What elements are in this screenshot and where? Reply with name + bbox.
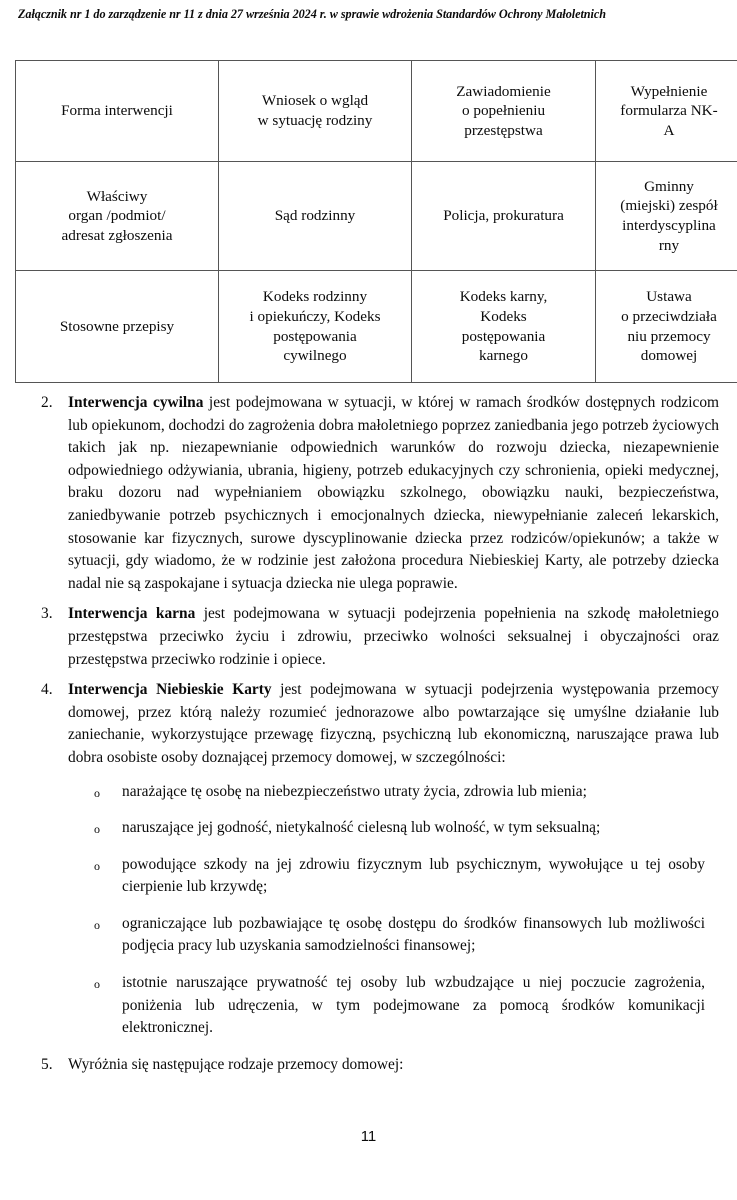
table-header-cell-forma [16,61,219,162]
page-number: 11 [360,1128,377,1145]
table-cell-policja [412,162,596,271]
cell-line: o popełnieniu [461,102,546,120]
circle-bullet-icon: o [94,822,100,837]
table-header-cell-wypelnienie [596,61,737,162]
list-item-lead: Interwencja Niebieskie Karty [68,681,272,699]
sub-list-item [68,913,719,958]
cell-line: Sąd rodzinny [274,207,356,225]
table-header-cell-wniosek [219,61,412,162]
list-item-2 [0,392,737,595]
list-item-4 [0,679,737,1040]
cell-line: o przeciwdziała [621,307,717,325]
table-row-label-przepisy [16,271,219,383]
document-running-header: Załącznik nr 1 do zarządzenie nr 11 z dnia 27 września 2024 r. w sprawie wdrożenia Standardów Ochrony Małoletnich [18,7,606,21]
cell-line: interdyscyplina [622,217,716,234]
table-row [16,162,737,271]
sub-list-item-text: powodujące szkody na jej zdrowiu fizycznym lub psychicznym, wywołujące u tej osoby cierpienie lub krzywdę; [122,855,705,896]
list-marker: 3. [41,605,53,623]
sub-list-item [68,817,719,840]
table-row [16,271,737,383]
table-row-label-organ [16,162,219,271]
cell-line: i opiekuńczy, Kodeks [249,307,381,325]
sub-bullet-list [68,781,719,1040]
cell-line: formularza NK- [620,102,718,120]
cell-line: niu przemocy [627,327,711,345]
body-content [0,392,737,1084]
list-item-3 [0,603,737,671]
cell-line: rny [658,236,680,254]
cell-line: postępowania [461,327,546,345]
list-item-body [68,603,719,671]
cell-line: Gminny [644,177,694,195]
cell-line: cywilnego [283,347,347,365]
cell-line: Zawiadomienie [456,82,551,100]
list-item-5 [0,1054,737,1077]
table-cell-ustawa [596,271,737,383]
cell-line: Wniosek o wgląd [261,92,369,110]
table-cell-kodeks-karny [412,271,596,383]
cell-line: w sytuację rodziny [257,112,373,129]
cell-line: postępowania [273,327,357,345]
cell-line: Kodeks rodzinny [262,288,368,306]
cell-line: organ /podmiot/ [68,207,166,225]
list-item-body [68,392,719,595]
cell-line: A [663,121,675,139]
cell-line: Właściwy [86,187,148,205]
cell-line: Wypełnienie [630,82,708,100]
list-item-text: jest podejmowana w sytuacji podejrzenia występowania przemocy domowej, przez którą należy rozumieć jednorazowe albo powtarzające się umyślne działanie lub zaniechanie, wykorzystujące przewagę fizyczną, psychiczną lub ekonomiczną, naruszające prawa lub dobra osobiste osoby doznającej przemocy domowej, w szczególności: [68,681,719,766]
cell-line: adresat zgłoszenia [61,226,173,244]
list-marker: 2. [41,394,53,411]
intervention-forms-table [15,60,737,383]
list-item-body: Wyróżnia się następujące rodzaje przemocy domowej: [68,1055,404,1073]
sub-list-item [68,781,719,804]
sub-list-item-text: istotnie naruszające prywatność tej osoby lub wzbudzające u niej poczucie zagrożenia, poniżenia lub udręczenia, w tym podejmowane za pomocą środków komunikacji elektronicznej. [122,974,705,1037]
circle-bullet-icon: o [94,858,100,873]
table-cell-kodeks-rodzinny [219,271,412,383]
table-header-row [16,61,737,162]
sub-list-item [68,972,719,1040]
sub-list-item [68,854,719,899]
list-item-lead: Interwencja cywilna [68,394,204,411]
list-marker: 4. [41,681,53,699]
cell-line: Stosowne przepisy [59,317,175,335]
cell-line: Kodeks karny, [459,288,548,306]
cell-line: (miejski) zespół [620,197,718,215]
list-item-body [68,679,719,769]
list-item-text: jest podejmowana w sytuacji, w której w ramach środków dostępnych rodzicom lub opiekunom, dochodzi do zagrożenia dobra małoletniego poprzez zaniedbania jego potrzeb życiowych takich jak np. niezapewnianie odpowiednich warunków do rozwoju dziecka, niezapewnienie odpowiedniego odżywiania, ubrania, higieny, potrzeb edukacyjnych czy schronienia, opieki medycznej, braku dozoru nad wypełnianiem obowiązku szkolnego, obowiązku nauki, bezpieczeństwa, zaniedbywanie potrzeb psychicznych i emocjonalnych dziecka, niewypełnianie zaleceń lekarskich, stosowanie kar fizycznych, surowe dyscyplinowanie dziecka przez rodziców/opiekunów; a także w sytuacji, gdy wiadomo, że w rodzinie jest założona procedura Niebieskiej Karty, ale potrzeby dziecka nadal nie są zaspokajane i sytuacja dziecka nie ulega poprawie. [68,394,719,592]
cell-line: karnego [479,347,528,365]
cell-line: Forma interwencji [61,102,173,120]
circle-bullet-icon: o [94,785,100,800]
list-marker: 5. [41,1055,53,1073]
table-cell-zespol [596,162,737,271]
cell-line: przestępstwa [464,121,543,139]
circle-bullet-icon: o [94,977,100,992]
sub-list-item-text: ograniczające lub pozbawiające tę osobę dostępu do środków finansowych lub możliwości podjęcia pracy lub uzyskania samodzielności finansowej; [122,914,705,955]
cell-line: Policja, prokuratura [443,207,564,225]
table-header-cell-zawiadomienie [412,61,596,162]
circle-bullet-icon: o [94,917,100,932]
cell-line: Kodeks [480,307,527,325]
table-cell-sad-rodzinny [219,162,412,271]
cell-line: Ustawa [646,288,692,306]
sub-list-item-text: naruszające jej godność, nietykalność cielesną lub wolność, w tym seksualną; [122,819,601,837]
list-item-text: jest podejmowana w sytuacji podejrzenia popełnienia na szkodę małoletniego przestępstwa przeciwko życiu i zdrowiu, przeciwko wolności seksualnej i obyczajności oraz przestępstwa przeciwko rodzinie i opiece. [68,605,719,668]
sub-list-item-text: narażające tę osobę na niebezpieczeństwo utraty życia, zdrowia lub mienia; [122,782,587,800]
cell-line: domowej [640,347,698,365]
list-item-lead: Interwencja karna [68,605,196,623]
